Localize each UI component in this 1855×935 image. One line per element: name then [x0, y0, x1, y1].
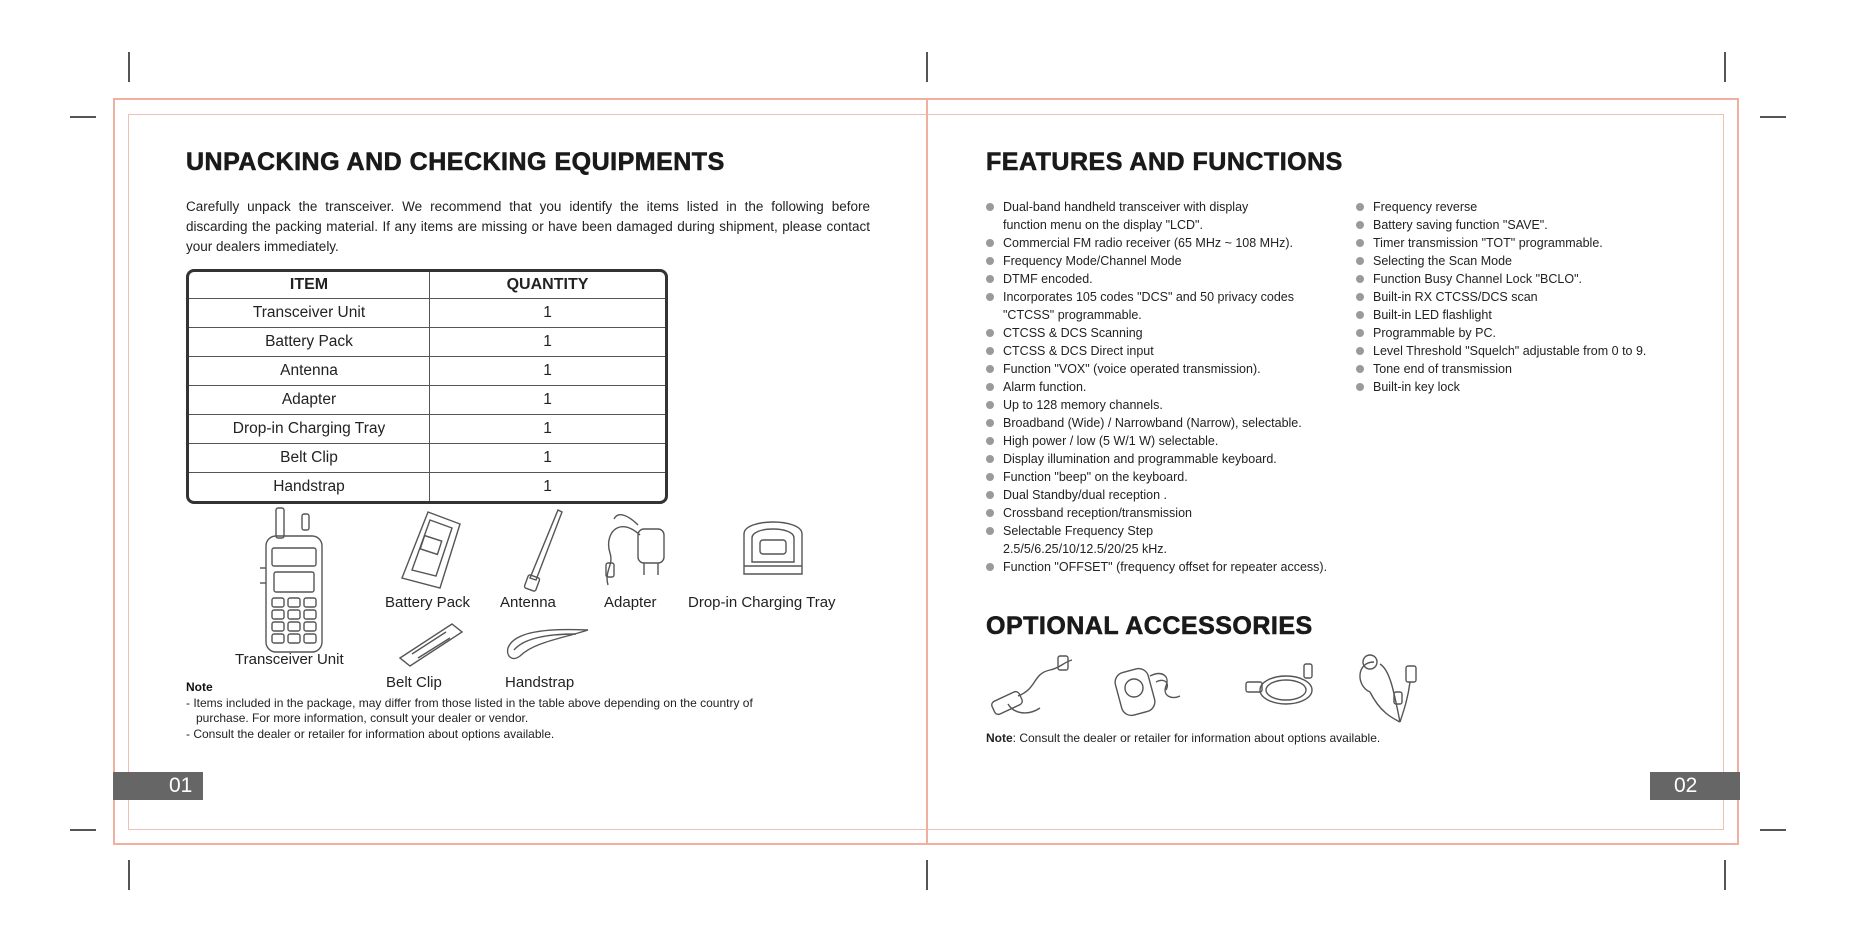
page-number-box [1650, 772, 1740, 800]
table-cell-quantity: 1 [430, 357, 665, 386]
label-drop-in-charging-tray: Drop-in Charging Tray [688, 594, 836, 611]
list-item: 2.5/5/6.25/10/12.5/20/25 kHz. [1003, 542, 1168, 556]
table-row [189, 473, 665, 501]
list-item: Broadband (Wide) / Narrowband (Narrow), selectable. [986, 414, 1327, 432]
list-item: Display illumination and programmable keyboard. [986, 450, 1327, 468]
list-item: Selecting the Scan Mode [1356, 252, 1646, 270]
list-item: Function "VOX" (voice operated transmission). [986, 360, 1327, 378]
table-row [189, 328, 665, 357]
list-item: Alarm function. [986, 378, 1327, 396]
label-battery-pack: Battery Pack [385, 594, 471, 611]
page-number: 01 [169, 774, 193, 797]
belt-clip-illustration [396, 620, 466, 668]
programming-cable-illustration [1240, 660, 1324, 720]
note-line-1: - Items included in the package, may differ from those listed in the table above depending on the country of [186, 696, 753, 710]
crop-mark [1760, 116, 1786, 118]
table-cell-item: Adapter [189, 386, 430, 415]
list-item: High power / low (5 W/1 W) selectable. [986, 432, 1327, 450]
table-cell-item: Handstrap [189, 473, 430, 501]
crop-mark [70, 829, 96, 831]
accessories-note [986, 731, 1380, 745]
list-item: Programmable by PC. [1356, 324, 1646, 342]
adapter-illustration [598, 505, 670, 590]
list-item: Up to 128 memory channels. [986, 396, 1327, 414]
note-line-2: - Consult the dealer or retailer for information about options available. [186, 727, 555, 741]
features-list-right [1356, 198, 1646, 396]
charging-tray-illustration [738, 510, 808, 578]
list-item: Built-in LED flashlight [1356, 306, 1646, 324]
table-row [189, 357, 665, 386]
list-item: Built-in RX CTCSS/DCS scan [1356, 288, 1646, 306]
table-header-item: ITEM [189, 272, 430, 299]
list-item: CTCSS & DCS Scanning [986, 324, 1327, 342]
page-number-box [113, 772, 203, 800]
list-item: function menu on the display "LCD". [1003, 218, 1203, 232]
label-handstrap: Handstrap [505, 674, 575, 691]
speaker-mic-illustration [1100, 656, 1184, 726]
table-row [189, 415, 665, 444]
unpacking-intro: Carefully unpack the transceiver. We recommend that you identify the items listed in the following before discarding the packing material. If any items are missing or have been damaged during shipment, please contact your dealers immediately. [186, 199, 870, 254]
list-item: Timer transmission "TOT" programmable. [1356, 234, 1646, 252]
table-cell-quantity: 1 [430, 386, 665, 415]
crop-mark [128, 52, 130, 82]
list-item: Dual-band handheld transceiver with display [986, 198, 1327, 216]
accessories-title: OPTIONAL ACCESSORIES [986, 612, 1313, 640]
list-item: Dual Standby/dual reception . [986, 486, 1327, 504]
label-belt-clip: Belt Clip [386, 674, 442, 691]
note-line-1-cont: purchase. For more information, consult your dealer or vendor. [196, 711, 529, 725]
table-row [189, 386, 665, 415]
transceiver-illustration [256, 508, 336, 656]
table-cell-item: Drop-in Charging Tray [189, 415, 430, 444]
crop-mark [1724, 860, 1726, 890]
list-item: Selectable Frequency Step [986, 522, 1327, 540]
table-row [189, 299, 665, 328]
crop-mark [1760, 829, 1786, 831]
table-cell-quantity: 1 [430, 415, 665, 444]
table-row [189, 444, 665, 473]
list-item: CTCSS & DCS Direct input [986, 342, 1327, 360]
fold-line [926, 98, 928, 845]
table-cell-item: Transceiver Unit [189, 299, 430, 328]
features-list-left [986, 198, 1327, 576]
list-item: Incorporates 105 codes "DCS" and 50 privacy codes [986, 288, 1327, 306]
table-cell-item: Antenna [189, 357, 430, 386]
car-charger-illustration [988, 656, 1078, 724]
list-item: Crossband reception/transmission [986, 504, 1327, 522]
crop-mark [926, 52, 928, 82]
list-item: Battery saving function "SAVE". [1356, 216, 1646, 234]
list-item: Built-in key lock [1356, 378, 1646, 396]
label-antenna: Antenna [500, 594, 556, 611]
table-cell-quantity: 1 [430, 328, 665, 357]
list-item: Level Threshold "Squelch" adjustable from 0 to 9. [1356, 342, 1646, 360]
handstrap-illustration [504, 624, 594, 664]
accessories-note-text: : Consult the dealer or retailer for information about options available. [1012, 731, 1381, 745]
table-header-quantity: QUANTITY [430, 272, 665, 299]
crop-mark [128, 860, 130, 890]
list-item: Function "beep" on the keyboard. [986, 468, 1327, 486]
right-page-title: FEATURES AND FUNCTIONS [986, 148, 1343, 176]
accessories-note-title: Note [986, 731, 1013, 745]
table-cell-quantity: 1 [543, 478, 552, 495]
list-item: Function Busy Channel Lock "BCLO". [1356, 270, 1646, 288]
note-title: Note [186, 680, 213, 694]
list-item: DTMF encoded. [986, 270, 1327, 288]
battery-pack-illustration [398, 510, 468, 590]
table-header-row [189, 272, 665, 299]
list-item: Function "OFFSET" (frequency offset for repeater access). [986, 558, 1327, 576]
table-cell-quantity: 1 [430, 299, 665, 328]
crop-mark [1724, 52, 1726, 82]
list-item: Frequency Mode/Channel Mode [986, 252, 1327, 270]
crop-mark [70, 116, 96, 118]
list-item: Tone end of transmission [1356, 360, 1646, 378]
label-transceiver-unit: Transceiver Unit [235, 651, 344, 668]
crop-mark [926, 860, 928, 890]
label-adapter: Adapter [604, 594, 657, 611]
left-page-title: UNPACKING AND CHECKING EQUIPMENTS [186, 148, 725, 176]
list-item: "CTCSS" programmable. [1003, 308, 1142, 322]
list-item: Commercial FM radio receiver (65 MHz ~ 108 MHz). [986, 234, 1327, 252]
items-table [186, 269, 668, 504]
table-cell-quantity: 1 [430, 444, 665, 473]
table-cell-item: Belt Clip [189, 444, 430, 473]
antenna-illustration [518, 508, 568, 593]
list-item: Frequency reverse [1356, 198, 1646, 216]
table-cell-item: Battery Pack [189, 328, 430, 357]
earpiece-illustration [1350, 652, 1430, 724]
page-number: 02 [1674, 774, 1698, 797]
